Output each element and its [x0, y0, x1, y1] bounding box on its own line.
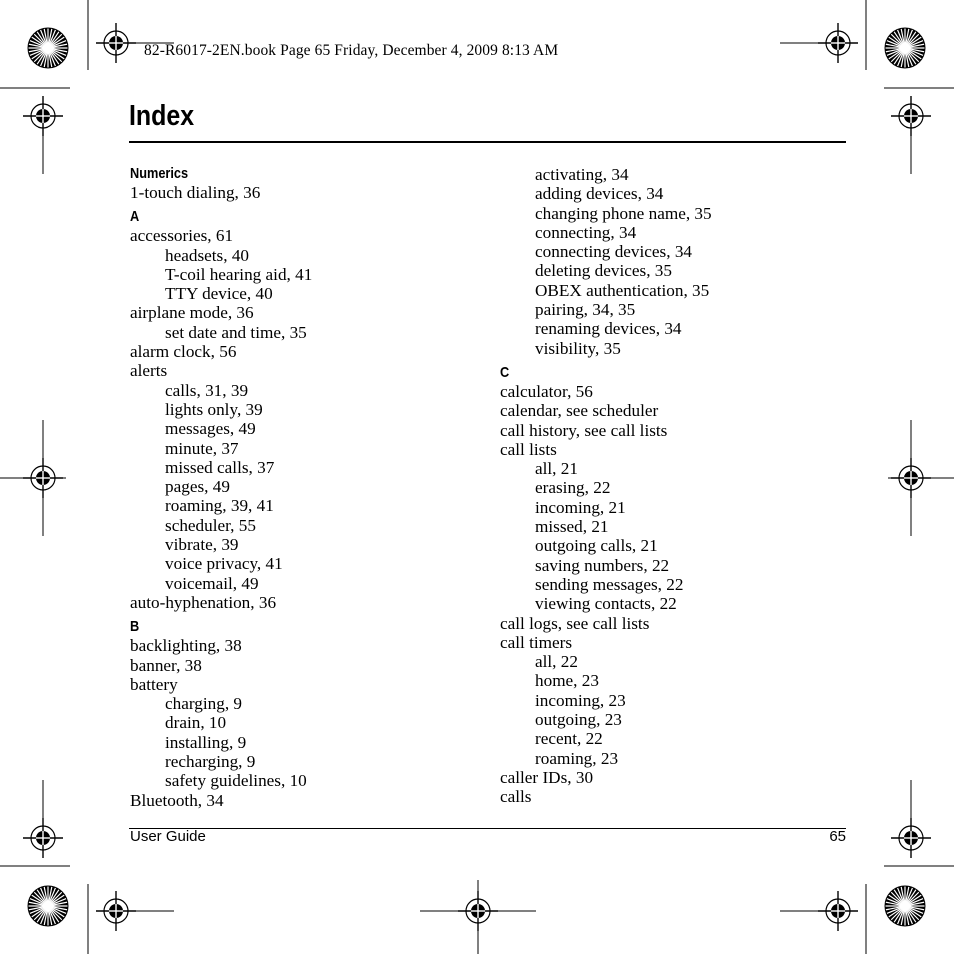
index-entry: call timers	[500, 632, 573, 652]
index-subentry: set date and time, 35	[165, 322, 307, 342]
index-entry: calls	[500, 787, 532, 807]
index-entry: backlighting, 38	[130, 636, 242, 656]
index-entry: 1-touch dialing, 36	[130, 183, 261, 202]
index-subentry: outgoing, 23	[535, 710, 622, 730]
index-subentry: pages, 49	[165, 477, 230, 497]
index-section-heading: Numerics	[130, 165, 189, 182]
index-subentry: calls, 31, 39	[165, 380, 249, 400]
index-subentry: all, 22	[535, 652, 578, 672]
index-subentry: changing phone name, 35	[535, 203, 712, 223]
index-subentry: T-coil hearing aid, 41	[165, 264, 313, 284]
index-entry: caller IDs, 30	[500, 767, 594, 787]
index-entry: call history, see call lists	[500, 420, 668, 440]
index-subentry: recharging, 9	[165, 752, 256, 772]
index-subentry: incoming, 21	[535, 497, 626, 517]
index-subentry: headsets, 40	[165, 245, 250, 265]
index-subentry: voicemail, 49	[165, 573, 259, 593]
index-subentry: missed calls, 37	[165, 457, 275, 477]
index-subentry: connecting, 34	[535, 222, 637, 242]
index-subentry: incoming, 23	[535, 690, 626, 710]
index-subentry: all, 21	[535, 459, 578, 479]
index-subentry: outgoing calls, 21	[535, 536, 658, 556]
index-entry: call logs, see call lists	[500, 613, 650, 633]
index-entry: call lists	[500, 439, 557, 459]
index-entry: alarm clock, 56	[130, 342, 237, 362]
index-subentry: deleting devices, 35	[535, 261, 672, 281]
index-section-heading: C	[500, 363, 510, 381]
index-column-right	[500, 165, 850, 807]
index-entry: accessories, 61	[130, 226, 234, 246]
index-subentry: voice privacy, 41	[165, 554, 283, 574]
index-subentry: visibility, 35	[535, 338, 621, 358]
index-subentry: recent, 22	[535, 729, 603, 749]
page-title: Index	[129, 100, 195, 132]
index-subentry: charging, 9	[165, 694, 243, 714]
index-subentry: TTY device, 40	[165, 284, 273, 304]
index-subentry: drain, 10	[165, 713, 227, 733]
index-subentry: connecting devices, 34	[535, 242, 693, 262]
index-subentry: sending messages, 22	[535, 574, 684, 594]
print-header-line: 82-R6017-2EN.book Page 65 Friday, December 4, 2009 8:13 AM	[144, 42, 559, 59]
index-section-heading: A	[130, 208, 140, 226]
index-entry: auto-hyphenation, 36	[130, 592, 277, 612]
index-subentry: lights only, 39	[165, 399, 263, 419]
footer-page-number: 65	[829, 828, 846, 845]
index-entry: calculator, 56	[500, 381, 593, 401]
index-subentry: roaming, 39, 41	[165, 496, 274, 516]
index-subentry: erasing, 22	[535, 478, 611, 498]
index-section-heading: B	[130, 618, 140, 636]
footer-rule	[129, 828, 846, 829]
index-subentry: renaming devices, 34	[535, 319, 682, 339]
index-subentry: vibrate, 39	[165, 535, 239, 555]
index-subentry: pairing, 34, 35	[535, 300, 636, 320]
index-subentry: activating, 34	[535, 165, 629, 184]
index-subentry: scheduler, 55	[165, 515, 256, 535]
index-subentry: installing, 9	[165, 732, 247, 752]
index-entry: banner, 38	[130, 655, 202, 675]
index-entry: battery	[130, 674, 178, 694]
index-subentry: minute, 37	[165, 438, 239, 458]
index-subentry: roaming, 23	[535, 748, 619, 768]
index-subentry: missed, 21	[535, 517, 609, 537]
index-subentry: adding devices, 34	[535, 184, 664, 204]
index-entry: alerts	[130, 361, 168, 381]
footer-guide-label: User Guide	[130, 828, 206, 845]
index-subentry: saving numbers, 22	[535, 555, 670, 575]
index-subentry: safety guidelines, 10	[165, 771, 307, 791]
title-rule	[129, 141, 846, 143]
index-entry: calendar, see scheduler	[500, 401, 659, 421]
index-subentry: OBEX authentication, 35	[535, 280, 710, 300]
index-subentry: messages, 49	[165, 419, 256, 439]
index-entry: airplane mode, 36	[130, 303, 254, 323]
index-entry: Bluetooth, 34	[130, 790, 224, 810]
index-subentry: home, 23	[535, 671, 599, 691]
index-subentry: viewing contacts, 22	[535, 594, 677, 614]
index-column-left	[130, 164, 480, 810]
